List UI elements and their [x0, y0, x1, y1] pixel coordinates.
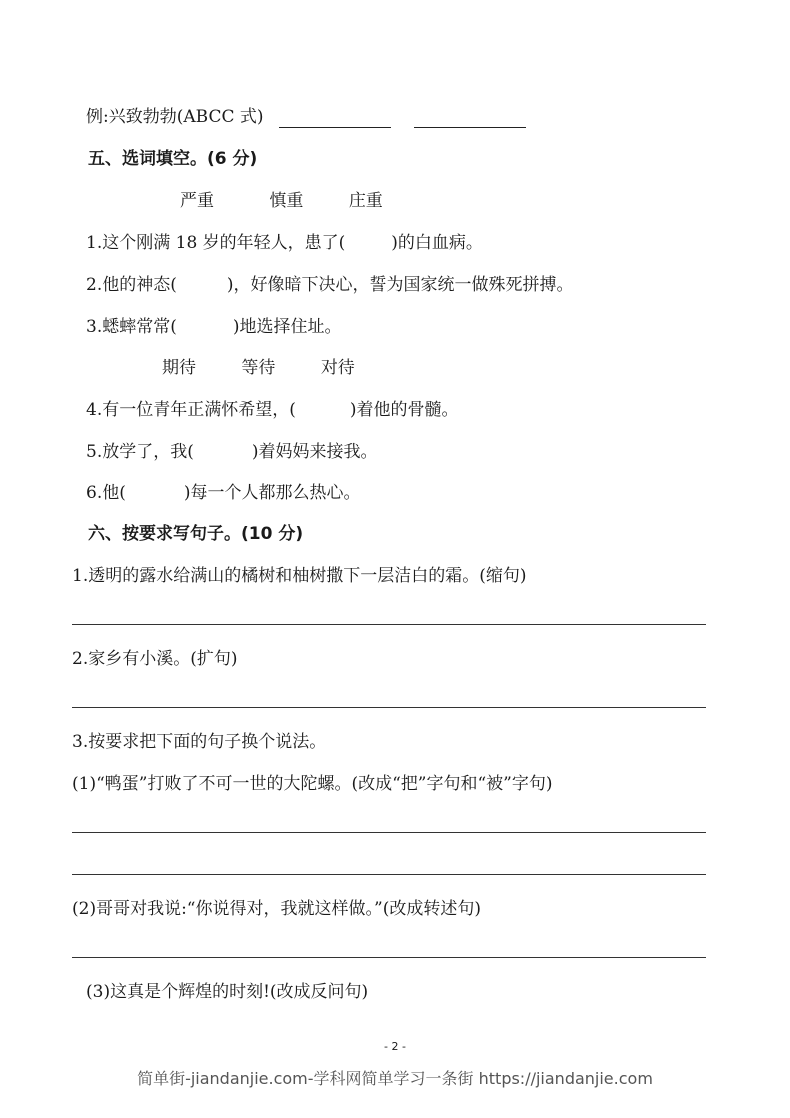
- question-text: 5.放学了，我(: [86, 442, 194, 462]
- question-5-5: [86, 441, 378, 463]
- answer-line-6-3-1-a[interactable]: [72, 832, 706, 833]
- question-text: 2.他的神态(: [86, 275, 177, 295]
- answer-line-6-3-1-b[interactable]: [72, 874, 706, 875]
- question-text: )地选择住址。: [232, 317, 342, 337]
- question-text: 6.他(: [86, 483, 126, 503]
- question-5-1: [86, 232, 483, 254]
- answer-blank-2[interactable]: [414, 109, 526, 128]
- page-number: - 2 -: [384, 1040, 406, 1053]
- answer-line-6-3-2[interactable]: [72, 957, 706, 958]
- word-choice: 期待: [162, 358, 196, 378]
- question-text: 1.这个刚满 18 岁的年轻人，患了(: [86, 233, 346, 253]
- word-choices-group-1: [180, 190, 383, 212]
- word-choice: 庄重: [348, 191, 383, 211]
- question-6-3-1: (1)“鸭蛋”打败了不可一世的大陀螺。(改成“把”字句和“被”字句): [72, 774, 553, 794]
- question-5-2: [86, 274, 574, 296]
- site-footer: 简单街-jiandanjie.com-学科网简单学习一条街 https://jiandanjie.com: [137, 1069, 653, 1088]
- question-5-4: [86, 399, 459, 421]
- question-text: )每一个人都那么热心。: [183, 483, 361, 503]
- question-6-3-2: (2)哥哥对我说:“你说得对，我就这样做。”(改成转述句): [72, 899, 481, 919]
- question-6-1: 1.透明的露水给满山的橘树和柚树撒下一层洁白的霜。(缩句): [72, 566, 527, 586]
- section-5-title: 五、选词填空。(6 分): [88, 149, 258, 169]
- word-choice: 对待: [320, 358, 355, 378]
- answer-blank-1[interactable]: [279, 109, 391, 128]
- question-text: 4.有一位青年正满怀希望，(: [86, 400, 296, 420]
- example-line: [86, 106, 526, 128]
- answer-line-6-2[interactable]: [72, 707, 706, 708]
- question-6-2: 2.家乡有小溪。(扩句): [72, 649, 238, 669]
- section-6-title: 六、按要求写句子。(10 分): [88, 524, 304, 544]
- word-choice: 慎重: [269, 191, 304, 211]
- question-6-3-3: (3)这真是个辉煌的时刻!(改成反问句): [86, 982, 369, 1002]
- question-5-6: [86, 482, 361, 504]
- word-choice: 严重: [180, 191, 214, 211]
- question-text: )着他的骨髓。: [349, 400, 459, 420]
- example-text: 例:兴致勃勃(ABCC 式): [86, 107, 264, 127]
- question-text: )，好像暗下决心，誓为国家统一做殊死拼搏。: [226, 275, 574, 295]
- answer-line-6-1[interactable]: [72, 624, 706, 625]
- question-text: )着妈妈来接我。: [251, 442, 378, 462]
- question-text: 3.蟋蟀常常(: [86, 317, 177, 337]
- question-6-3: 3.按要求把下面的句子换个说法。: [72, 732, 327, 752]
- question-5-3: [86, 316, 342, 338]
- word-choices-group-2: [162, 357, 355, 379]
- question-text: )的白血病。: [391, 233, 483, 253]
- word-choice: 等待: [241, 358, 276, 378]
